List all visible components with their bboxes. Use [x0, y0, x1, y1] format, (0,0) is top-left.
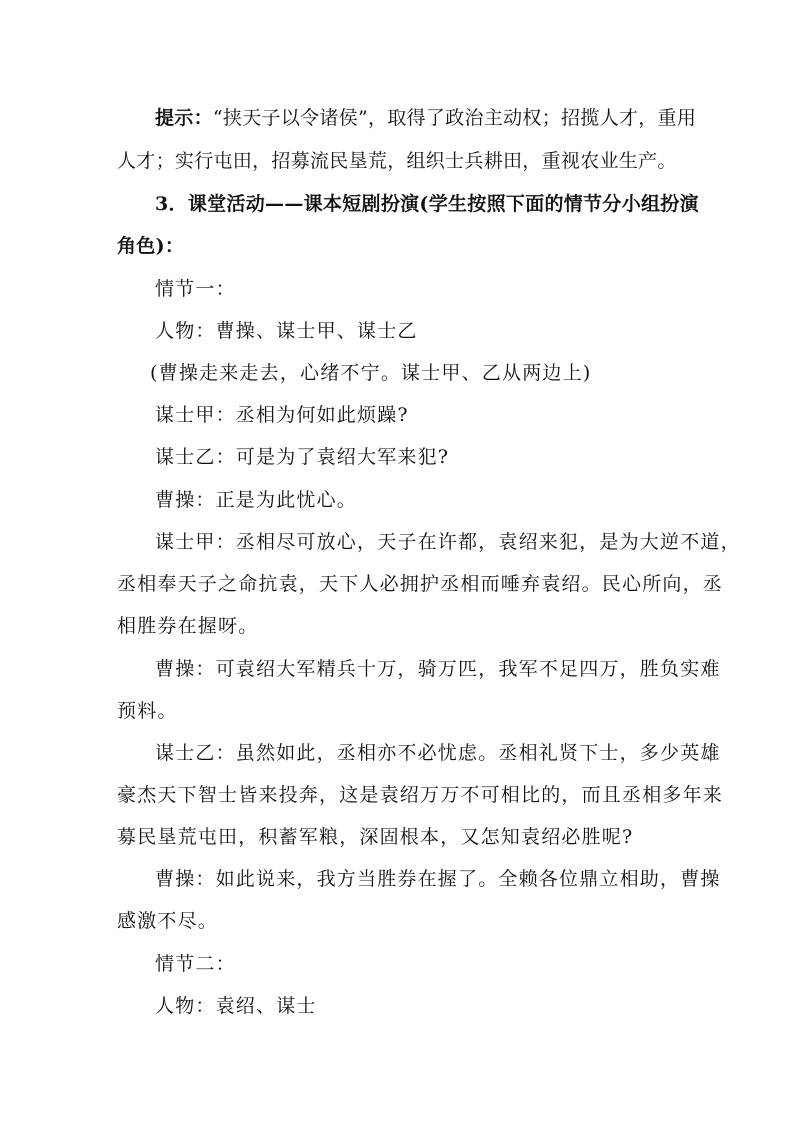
- stage-direction: (曹操走来走去，心绪不宁。谋士甲、乙从两边上): [150, 362, 592, 384]
- dialogue-line: 曹操：正是为此忧心。: [155, 489, 358, 511]
- dialogue-line: 曹操：可袁绍大军精兵十万，骑万匹，我军不足四万，胜负实难: [155, 658, 721, 680]
- hint-text: “挟天子以令诸侯”，取得了政治主动权；招揽人才，重用: [212, 107, 697, 129]
- activity-line-1: 3．课堂活动——课本短剧扮演(学生按照下面的情节分小组扮演: [155, 193, 699, 215]
- dialogue-line: 谋士乙：可是为了袁绍大军来犯?: [155, 446, 450, 468]
- dialogue-line: 谋士甲：丞相尽可放心，天子在许都，袁绍来犯，是为大逆不道，: [155, 531, 741, 553]
- dialogue-line: 谋士乙：虽然如此，丞相亦不必忧虑。丞相礼贤下士，多少英雄: [155, 742, 721, 764]
- hint-label: 提示：: [155, 107, 213, 129]
- hint-line-2: 人才；实行屯田，招募流民垦荒，组织士兵耕田，重视农业生产。: [117, 150, 677, 172]
- dialogue-line: 相胜券在握呀。: [117, 615, 259, 637]
- scene-one-characters: 人物：曹操、谋士甲、谋士乙: [155, 320, 418, 342]
- dialogue-line: 豪杰天下智士皆来投奔，这是袁绍万万不可相比的，而且丞相多年来: [117, 784, 724, 806]
- dialogue-line: 曹操：如此说来，我方当胜券在握了。全赖各位鼎立相助，曹操: [155, 868, 721, 890]
- scene-two-characters: 人物：袁绍、谋士: [155, 995, 317, 1017]
- dialogue-line: 丞相奉天子之命抗袁，天下人必拥护丞相而唾弃袁绍。民心所向，丞: [117, 573, 724, 595]
- scene-two-heading: 情节二：: [155, 953, 236, 975]
- dialogue-line: 预料。: [117, 700, 178, 722]
- dialogue-line: 募民垦荒屯田，积蓄军粮，深固根本，又怎知袁绍必胜呢?: [117, 826, 634, 848]
- hint-line-1: [155, 106, 696, 130]
- dialogue-line: 谋士甲：丞相为何如此烦躁?: [155, 404, 409, 426]
- dialogue-line: 感激不尽。: [117, 910, 219, 932]
- scene-one-heading: 情节一：: [155, 278, 236, 300]
- activity-line-2: 角色)：: [117, 235, 185, 257]
